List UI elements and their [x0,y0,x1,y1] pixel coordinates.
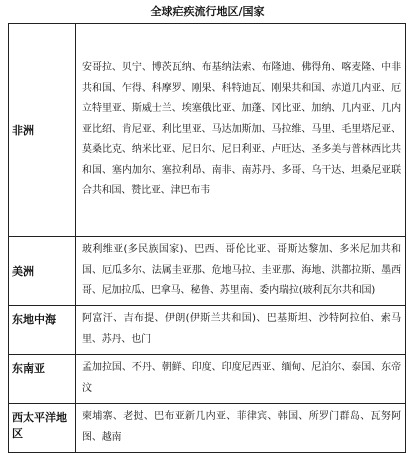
region-name-americas [9,237,76,306]
country-list-southeast-asia: 孟加拉国、不丹、朝鲜、印度、印度尼西亚、缅甸、尼泊尔、泰国、东帝汶 [76,355,406,404]
region-name-eastern-mediterranean [9,306,76,355]
region-label: 东地中海 [12,313,56,326]
table-row-eastern-mediterranean [9,306,406,355]
region-name-africa [9,24,76,237]
table-row-americas [9,237,406,306]
table-row-western-pacific [9,404,406,453]
malaria-region-table [8,23,406,453]
document-title: 全球疟疾流行地区/国家 [150,5,265,18]
table-row-southeast-asia [9,355,406,404]
region-label: 西太平洋地区 [12,411,67,440]
region-label: 美洲 [12,265,34,278]
table-row-africa [9,24,406,237]
region-name-western-pacific [9,404,76,453]
region-label: 非洲 [12,124,34,137]
country-list-americas: 玻利维亚(多民族国家)、巴西、哥伦比亚、哥斯达黎加、多米尼加共和国、厄瓜多尔、法属圭亚那、危地马拉、圭亚那、海地、洪都拉斯、墨西哥、尼加拉瓜、巴拿马、秘鲁、苏里南、委内瑞拉(玻利瓦尔共和国) [76,237,406,306]
region-name-southeast-asia [9,355,76,404]
country-list-eastern-mediterranean: 阿富汗、吉布提、伊朗(伊斯兰共和国)、巴基斯坦、沙特阿拉伯、索马里、苏丹、也门 [76,306,406,355]
country-list-africa: 安哥拉、贝宁、博茨瓦纳、布基纳法索、布隆迪、佛得角、喀麦隆、中非共和国、乍得、科摩罗、刚果、科特迪瓦、刚果共和国、赤道几内亚、厄立特里亚、斯威士兰、埃塞俄比亚、加蓬、冈比亚、加纳、几内亚、几内亚比绍、肯尼亚、利比里亚、马达加斯加、马拉维、马里、毛里塔尼亚、莫桑比克、纳米比亚、尼日尔、尼日利亚、卢旺达、圣多美与普林西比共和国、塞内加尔、塞拉利昂、南非、南苏丹、多哥、乌干达、坦桑尼亚联合共和国、赞比亚、津巴布韦 [76,24,406,237]
country-list-western-pacific: 柬埔寨、老挝、巴布亚新几内亚、菲律宾、韩国、所罗门群岛、瓦努阿图、越南 [76,404,406,453]
region-label: 东南亚 [12,362,45,375]
